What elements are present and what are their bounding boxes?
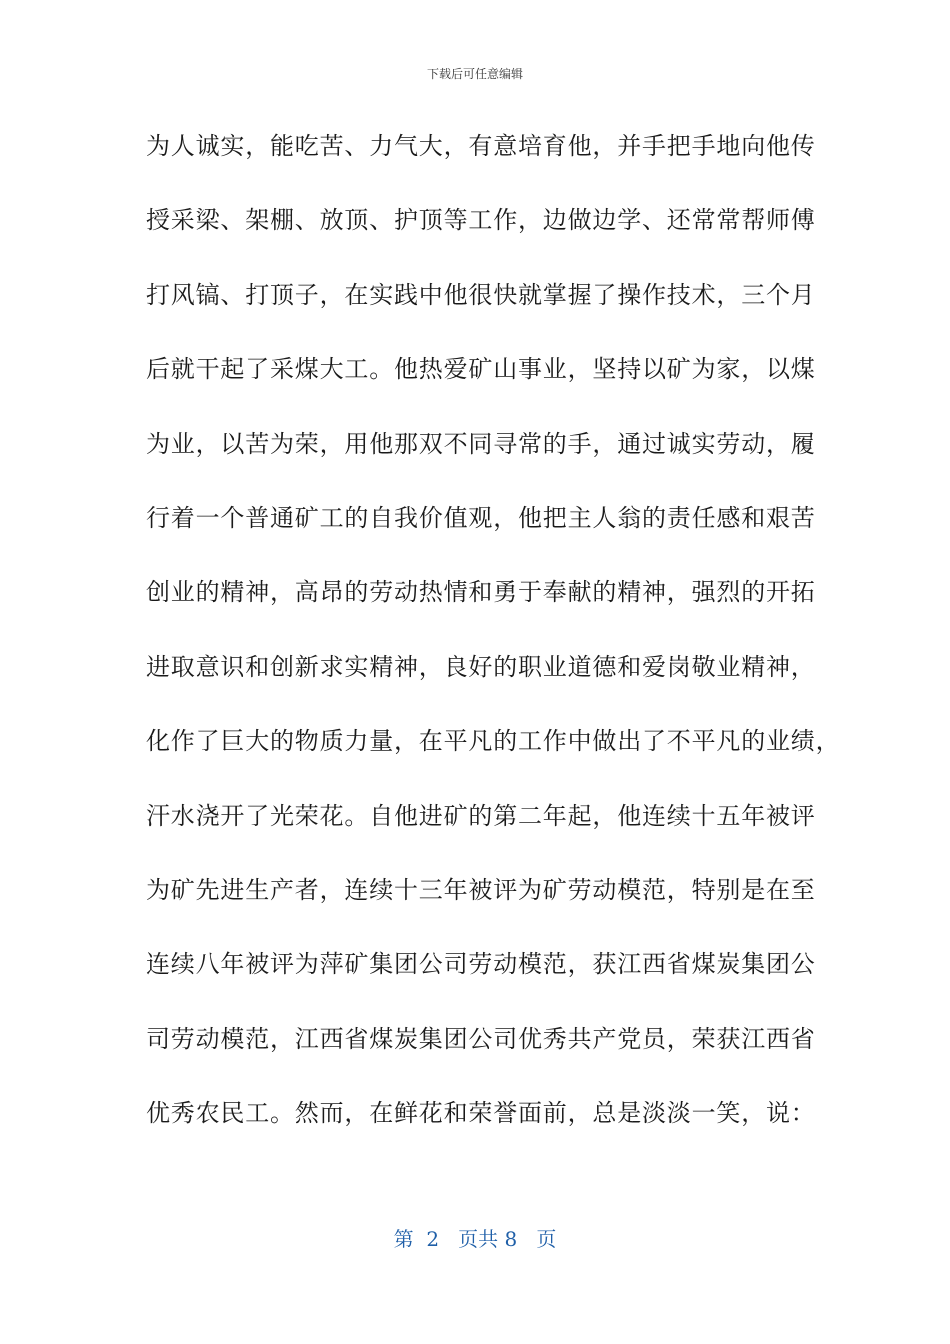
- text-line: 连续八年被评为萍矿集团公司劳动模范，获江西省煤炭集团公: [146, 950, 816, 979]
- page-header: 下载后可任意编辑: [426, 67, 523, 81]
- text-line: 进取意识和创新求实精神，良好的职业道德和爱岗敬业精神，: [146, 652, 816, 681]
- text-line: 后就干起了采煤大工。他热爱矿山事业，坚持以矿为家，以煤: [146, 355, 816, 384]
- text-line: 汗水浇开了光荣花。自他进矿的第二年起，他连续十五年被评: [146, 801, 816, 830]
- document-body: [146, 124, 841, 1165]
- text-line: 优秀农民工。然而，在鲜花和荣誉面前，总是淡淡一笑，说：: [146, 1099, 816, 1128]
- text-line: 为人诚实，能吃苦、力气大，有意培育他，并手把手地向他传: [146, 132, 816, 160]
- text-line: 打风镐、打顶子，在实践中他很快就掌握了操作技术，三个月: [146, 280, 816, 309]
- text-line: 授采梁、架棚、放顶、护顶等工作，边做边学、还常常帮师傅: [146, 206, 816, 235]
- page-number-footer: 第 2 页共 8 页: [393, 1227, 557, 1251]
- text-line: 为业，以苦为荣，用他那双不同寻常的手，通过诚实劳动，履: [146, 429, 816, 458]
- text-line: 为矿先进生产者，连续十三年被评为矿劳动模范，特别是在至: [146, 875, 816, 904]
- text-line: 司劳动模范，江西省煤炭集团公司优秀共产党员，荣获江西省: [146, 1024, 816, 1053]
- text-line: 创业的精神，高昂的劳动热情和勇于奉献的精神，强烈的开拓: [146, 578, 816, 607]
- text-line: 化作了巨大的物质力量，在平凡的工作中做出了不平凡的业绩，: [146, 727, 841, 756]
- text-line: 行着一个普通矿工的自我价值观，他把主人翁的责任感和艰苦: [146, 503, 816, 532]
